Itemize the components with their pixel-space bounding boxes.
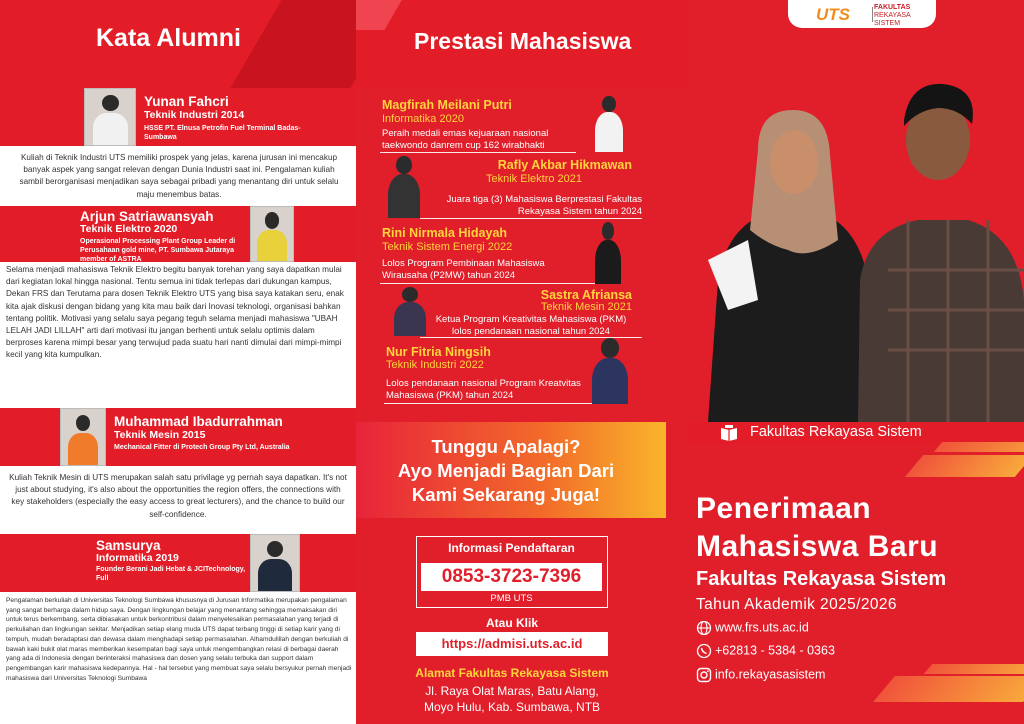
alumni-card-4 [0, 534, 356, 592]
achiever-name: Sastra Afriansa [540, 288, 632, 302]
cta-line: Ayo Menjadi Bagian Dari [397, 460, 615, 481]
achiever-photo [390, 284, 430, 336]
alumni-card-1 [0, 88, 356, 146]
cta-line: Kami Sekarang Juga! [411, 484, 601, 505]
alumni-job: Operasional Processing Plant Group Leader di Perusahaan gold mine, PT. Sumbawa Jutaraya member of ASTRA [80, 238, 236, 263]
cta-line: Tunggu Apalagi? [431, 436, 581, 457]
cta-banner [356, 422, 666, 518]
students-photo [688, 70, 1024, 422]
website-text: www.frs.uts.ac.id [715, 620, 809, 635]
alumni-job: HSSE PT. Elnusa Petrofin Fuel Terminal Badas-Sumbawa [144, 125, 301, 141]
alumni-panel [0, 0, 356, 724]
address-title: Alamat Fakultas Rekayasa Sistem [415, 666, 609, 680]
achievement-desc: Lolos Program Pembinaan Mahasiswa Wirausaha (P2MW) tahun 2024 [382, 258, 545, 281]
alumni-major: Informatika 2019 [96, 552, 179, 564]
achiever-major: Teknik Sistem Energi 2022 [382, 241, 513, 253]
faculty-bar [688, 422, 1024, 444]
decor-stripe [934, 442, 1024, 452]
globe-icon [696, 620, 712, 636]
alumni-testimony: Pengalaman berkuliah di Universitas Teknologi Sumbawa khususnya di Jurusan Informatika merupakan pengalaman yang sangat berharga dalam hidup saya. Dengan lingkungan belajar yang menantang sehingga memaksakan diri untuk terus berkembang, serta dibiasakan untuk berkontribusi dalam menyelesaikan permasalahan yang terjadi di perkuliahan dan lingkungan sekitar. Menjadikan setiap elang muda UTS dapat terbang tinggi di setiap karir yang di tempuh, mudah beradaptasi dan dewasa dalam menghadapi setiap permasalahan. Alhamdulillah dengan berkuliah di bawah kaki bukit olat maras memberikan kesempatan bagi saya untuk mengembangkan relasi di berbagai daerah yang ada di Indonesia dengan berinteraksi mahasiswa dan dosen yang selalu terbuka dan support dalam pengembangan karir mahasiswa kedepannya. Hal - hal tersebut yang membuat saya selalu bersyukur pernah menjadi mahasiswa dari Universitas Teknologi Sumbawa [6, 597, 352, 682]
alumni-card-2 [0, 206, 356, 262]
alumni-photo [60, 408, 106, 466]
achiever-name: Rini Nirmala Hidayah [382, 226, 508, 240]
achiever-major: Teknik Elektro 2021 [486, 173, 582, 185]
alumni-job: Founder Berani Jadi Hebat & JCITechnology, Full [96, 566, 246, 582]
website-contact[interactable] [696, 620, 809, 636]
alumni-header [0, 0, 356, 88]
admission-link[interactable]: https://admisi.uts.ac.id [416, 632, 608, 656]
achievement-desc: Lolos pendanaan nasional Program Kreatvitas Mahasiswa (PKM) tahun 2024 [386, 378, 581, 401]
alumni-name: Yunan Fahcri [144, 94, 229, 109]
instagram-icon [696, 667, 712, 683]
achiever-photo [384, 152, 424, 218]
alumni-major: Teknik Industri 2014 [144, 109, 245, 121]
address-line: Moyo Hulu, Kab. Sumbawa, NTB [423, 700, 601, 714]
prestasi-header [356, 0, 688, 88]
faculty-subtitle: Fakultas Rekayasa Sistem [696, 568, 947, 590]
instagram-contact[interactable] [696, 667, 825, 683]
headline-line2: Mahasiswa Baru [696, 530, 939, 563]
achiever-name: Nur Fitria Ningsih [386, 345, 491, 359]
alumni-major: Teknik Mesin 2015 [114, 429, 206, 441]
achiever-major: Informatika 2020 [382, 113, 464, 125]
prestasi-title: Prestasi Mahasiswa [414, 28, 632, 54]
alumni-photo [250, 206, 294, 262]
alumni-photo [250, 534, 300, 592]
phone-text: +62813 - 5384 - 0363 [715, 643, 835, 658]
divider [384, 403, 594, 404]
cover-panel [688, 0, 1024, 724]
alumni-photo [84, 88, 136, 146]
achiever-photo [588, 334, 632, 404]
decor-stripe [873, 676, 1024, 702]
alumni-title: Kata Alumni [96, 24, 241, 52]
achiever-name: Magfirah Meilani Putri [382, 98, 512, 112]
faculty-bar-text: Fakultas Rekayasa Sistem [750, 424, 922, 440]
achiever-major: Teknik Mesin 2021 [540, 301, 632, 313]
atau-klik-label: Atau Klik [485, 616, 538, 630]
headline-line1: Penerimaan [696, 492, 872, 525]
alumni-card-3 [0, 408, 356, 466]
achievement-desc: Peraih medali emas kejuaraan nasional taekwondo danrem cup 162 wirabhakti [382, 128, 549, 151]
prestasi-panel [356, 0, 688, 724]
alumni-name: Muhammad Ibadurrahman [114, 414, 283, 429]
achievement-desc: Juara tiga (3) Mahasiswa Berprestasi Fakultas Rekayasa Sistem tahun 2024 [446, 194, 642, 217]
achiever-major: Teknik Industri 2022 [386, 359, 484, 371]
achiever-photo [592, 92, 626, 152]
faculty-logo-text: FAKULTAS REKAYASA SISTEM [874, 4, 911, 27]
alumni-name: Arjun Satriawansyah [80, 209, 214, 224]
registration-phone[interactable]: 0853-3723-7396 [421, 563, 602, 591]
book-icon [720, 425, 738, 441]
achiever-photo [592, 218, 624, 284]
registration-heading: Informasi Pendaftaran [448, 541, 575, 555]
phone-contact[interactable] [696, 643, 835, 659]
alumni-major: Teknik Elektro 2020 [80, 223, 178, 235]
instagram-text: info.rekayasasistem [715, 667, 826, 682]
decor-stripe [924, 664, 1024, 674]
whatsapp-icon [696, 643, 712, 659]
alumni-job: Mechanical Fitter di Protech Group Pty Ltd, Australia [114, 444, 290, 451]
uts-logo-text: UTS [816, 5, 850, 24]
alumni-name: Samsurya [96, 538, 161, 553]
pmb-label: PMB UTS [490, 593, 533, 604]
registration-info [416, 536, 608, 608]
achiever-name: Rafly Akbar Hikmawan [497, 158, 632, 172]
alumni-testimony: Selama menjadi mahasiswa Teknik Elektro begitu banyak torehan yang saya dapatkan mulai dari kegiatan lokal hingga nasional. Tentu semua ini tidak terlepas dari dukungan kampus, Dekan FRS dan Terutama para dosen Teknik Elektro UTS yang bisa saya katakan seru, enak kita ajak diskusi dengan bidang yang kita mau baik dari Inovasi teknologi, organisasi bahkan tentang politik. Motivasi yang selalu saya pegang teguh selama menjadi mahasiswa "UBAH LELAH JADI LILLAH" arti dari motivasi itu jangan berhenti untuk selalu optimis dalam berproses karena mimpi besar yang terwujud pada suatu hari nanti dimulai dari mimpi-mimpi kecil yang kita kumpulkan. [6, 265, 344, 360]
achievement-desc: Ketua Program Kreativitas Mahasiswa (PKM) lolos pendanaan nasional tahun 2024 [435, 314, 627, 337]
faculty-logo [788, 0, 936, 28]
decor-stripe [905, 455, 1024, 477]
alumni-testimony: Kuliah di Teknik Industri UTS memiliki prospek yang jelas, karena jurusan ini mencakup banyak aspek yang sangat relevan dengan Dunia Industri saat ini. Pengalaman kuliah sambil berorganisasi menjadikan saya sebagai pribadi yang menantang diri untuk selalu maju menembus batas. [19, 153, 339, 199]
alumni-testimony: Kuliah Teknik Mesin di UTS merupakan salah satu privilage yg pernah saya dapatkan. It's not just about studying, it's also about the opportunities the region offers, the connections with key stakeholders (especially the easy access to great lecturers), and the chance to build our self-confidence. [9, 473, 347, 519]
academic-year: Tahun Akademik 2025/2026 [696, 596, 897, 613]
address-line: Jl. Raya Olat Maras, Batu Alang, [425, 684, 599, 698]
